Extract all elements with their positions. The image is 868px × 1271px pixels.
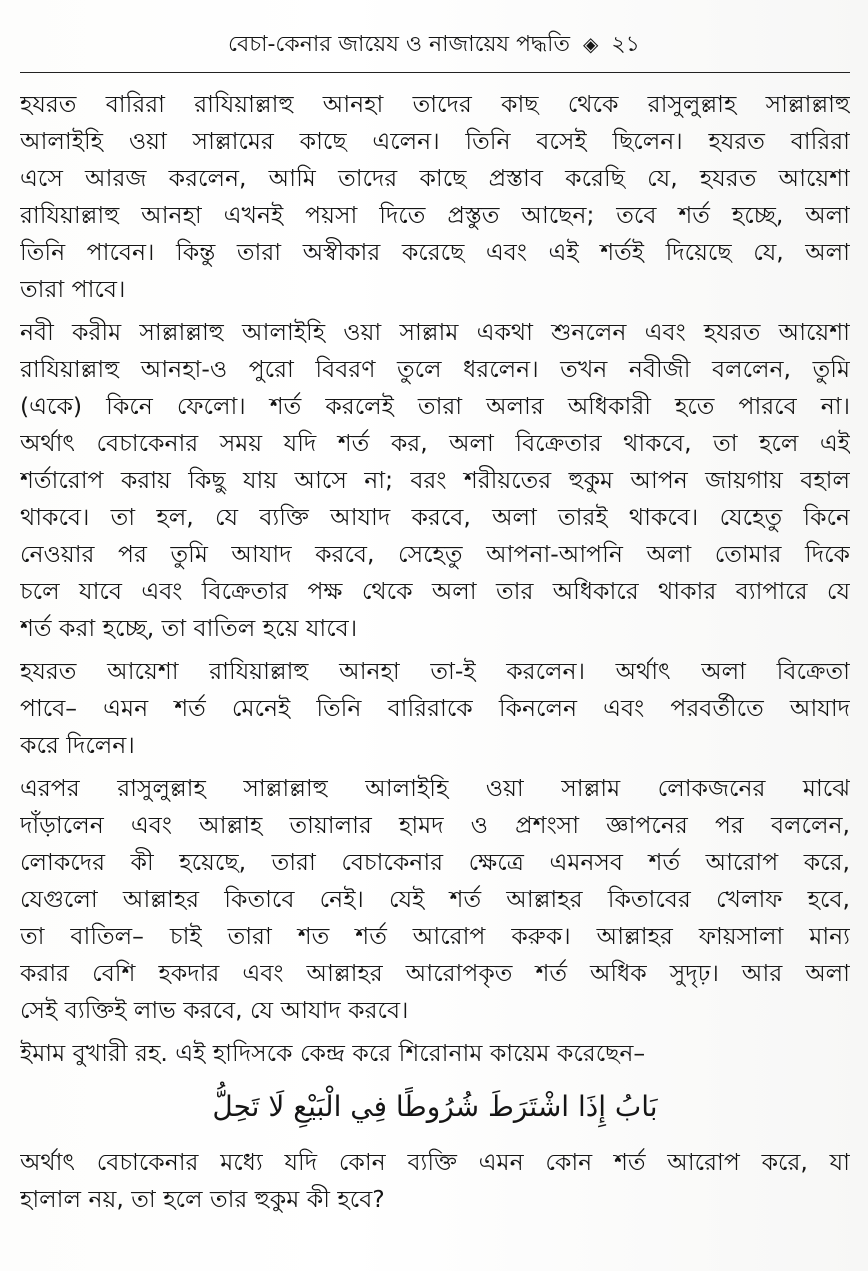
header-title: বেচা-কেনার জায়েয ও নাজায়েয পদ্ধতি	[228, 32, 570, 57]
page-number: ২১	[611, 32, 640, 57]
text-line: লোকদের কী হয়েছে, তারা বেচাকেনার ক্ষেত্রে এমনসব শর্ত আরোপ করে,	[20, 848, 850, 876]
text-line: করে দিলেন।	[20, 731, 135, 759]
text-line: নবী করীম সাল্লাল্লাহু আলাইহি ওয়া সাল্লাম একথা শুনলেন এবং হযরত আয়েশা	[20, 318, 850, 346]
paragraph-5	[20, 1035, 850, 1072]
text-line: তিনি পাবেন। কিন্তু তারা অস্বীকার করেছে এবং এই শর্তই দিয়েছে যে, অলা	[20, 238, 850, 266]
text-line: থাকবে। তা হল, যে ব্যক্তি আযাদ করবে, অলা তারই থাকবে। যেহেতু কিনে	[20, 503, 850, 531]
text-line: হালাল নয়, তা হলে তার হুকুম কী হবে?	[20, 1185, 385, 1213]
text-line: অর্থাৎ বেচাকেনার মধ্যে যদি কোন ব্যক্তি এমন কোন শর্ত আরোপ করে, যা	[20, 1148, 850, 1176]
header-divider	[20, 72, 850, 73]
text-line: এরপর রাসুলুল্লাহ সাল্লাল্লাহু আলাইহি ওয়া সাল্লাম লোকজনের মাঝে	[20, 774, 850, 802]
text-line: আলাইহি ওয়া সাল্লামের কাছে এলেন। তিনি বসেই ছিলেন। হযরত বারিরা	[20, 127, 850, 155]
header-separator-icon: ◈	[582, 32, 599, 56]
paragraph-2	[20, 314, 850, 647]
text-line: হযরত বারিরা রাযিয়াল্লাহু আনহা তাদের কাছ থেকে রাসুলুল্লাহ সাল্লাল্লাহু	[20, 90, 850, 118]
text-line: হযরত আয়েশা রাযিয়াল্লাহু আনহা তা-ই করলেন। অর্থাৎ অলা বিক্রেতা	[20, 657, 850, 685]
text-line: রাযিয়াল্লাহু আনহা-ও পুরো বিবরণ তুলে ধরলেন। তখন নবীজী বললেন, তুমি	[20, 355, 850, 383]
paragraph-4	[20, 770, 850, 1029]
text-line: চলে যাবে এবং বিক্রেতার পক্ষ থেকে অলা তার অধিকারে থাকার ব্যাপারে যে	[20, 577, 850, 605]
text-line: নেওয়ার পর তুমি আযাদ করবে, সেহেতু আপনা-আপনি অলা তোমার দিকে	[20, 540, 850, 568]
paragraph-1	[20, 86, 850, 308]
text-line: (একে) কিনে ফেলো। শর্ত করলেই তারা অলার অধিকারী হতে পারবে না।	[20, 392, 850, 420]
text-line: করার বেশি হকদার এবং আল্লাহর আরোপকৃত শর্ত অধিক সুদৃঢ়। আর অলা	[20, 959, 850, 987]
text-line: এসে আরজ করলেন, আমি তাদের কাছে প্রস্তাব করেছি যে, হযরত আয়েশা	[20, 164, 850, 192]
body-text	[20, 86, 850, 1224]
arabic-chapter-heading: بَابُ إِذَا اشْتَرَطَ شُرُوطًا فِي الْبَيْعِ لَا تَحِلُّ	[212, 1090, 658, 1123]
text-line: শর্ত করা হচ্ছে, তা বাতিল হয়ে যাবে।	[20, 614, 358, 642]
paragraph-3	[20, 653, 850, 764]
text-line: অর্থাৎ বেচাকেনার সময় যদি শর্ত কর, অলা বিক্রেতার থাকবে, তা হলে এই	[20, 429, 850, 457]
text-line: সেই ব্যক্তিই লাভ করবে, যে আযাদ করবে।	[20, 996, 409, 1024]
text-line: ইমাম বুখারী রহ. এই হাদিসকে কেন্দ্র করে শিরোনাম কায়েম করেছেন–	[20, 1039, 646, 1067]
text-line: তারা পাবে।	[20, 275, 126, 303]
text-line: রাযিয়াল্লাহু আনহা এখনই পয়সা দিতে প্রস্তুত আছেন; তবে শর্ত হচ্ছে, অলা	[20, 201, 850, 229]
text-line: তা বাতিল– চাই তারা শত শর্ত আরোপ করুক। আল্লাহর ফায়সালা মান্য	[20, 922, 850, 950]
text-line: যেগুলো আল্লাহর কিতাবে নেই। যেই শর্ত আল্লাহর কিতাবের খেলাফ হবে,	[20, 885, 850, 913]
paragraph-6	[20, 1144, 850, 1218]
text-line: পাবে– এমন শর্ত মেনেই তিনি বারিরাকে কিনলেন এবং পরবর্তীতে আযাদ	[20, 694, 850, 722]
running-header	[0, 28, 868, 61]
text-line: দাঁড়ালেন এবং আল্লাহ তায়ালার হামদ ও প্রশংসা জ্ঞাপনের পর বললেন,	[20, 811, 850, 839]
text-line: শর্তারোপ করায় কিছু যায় আসে না; বরং শরীয়তের হুকুম আপন জায়গায় বহাল	[20, 466, 850, 494]
